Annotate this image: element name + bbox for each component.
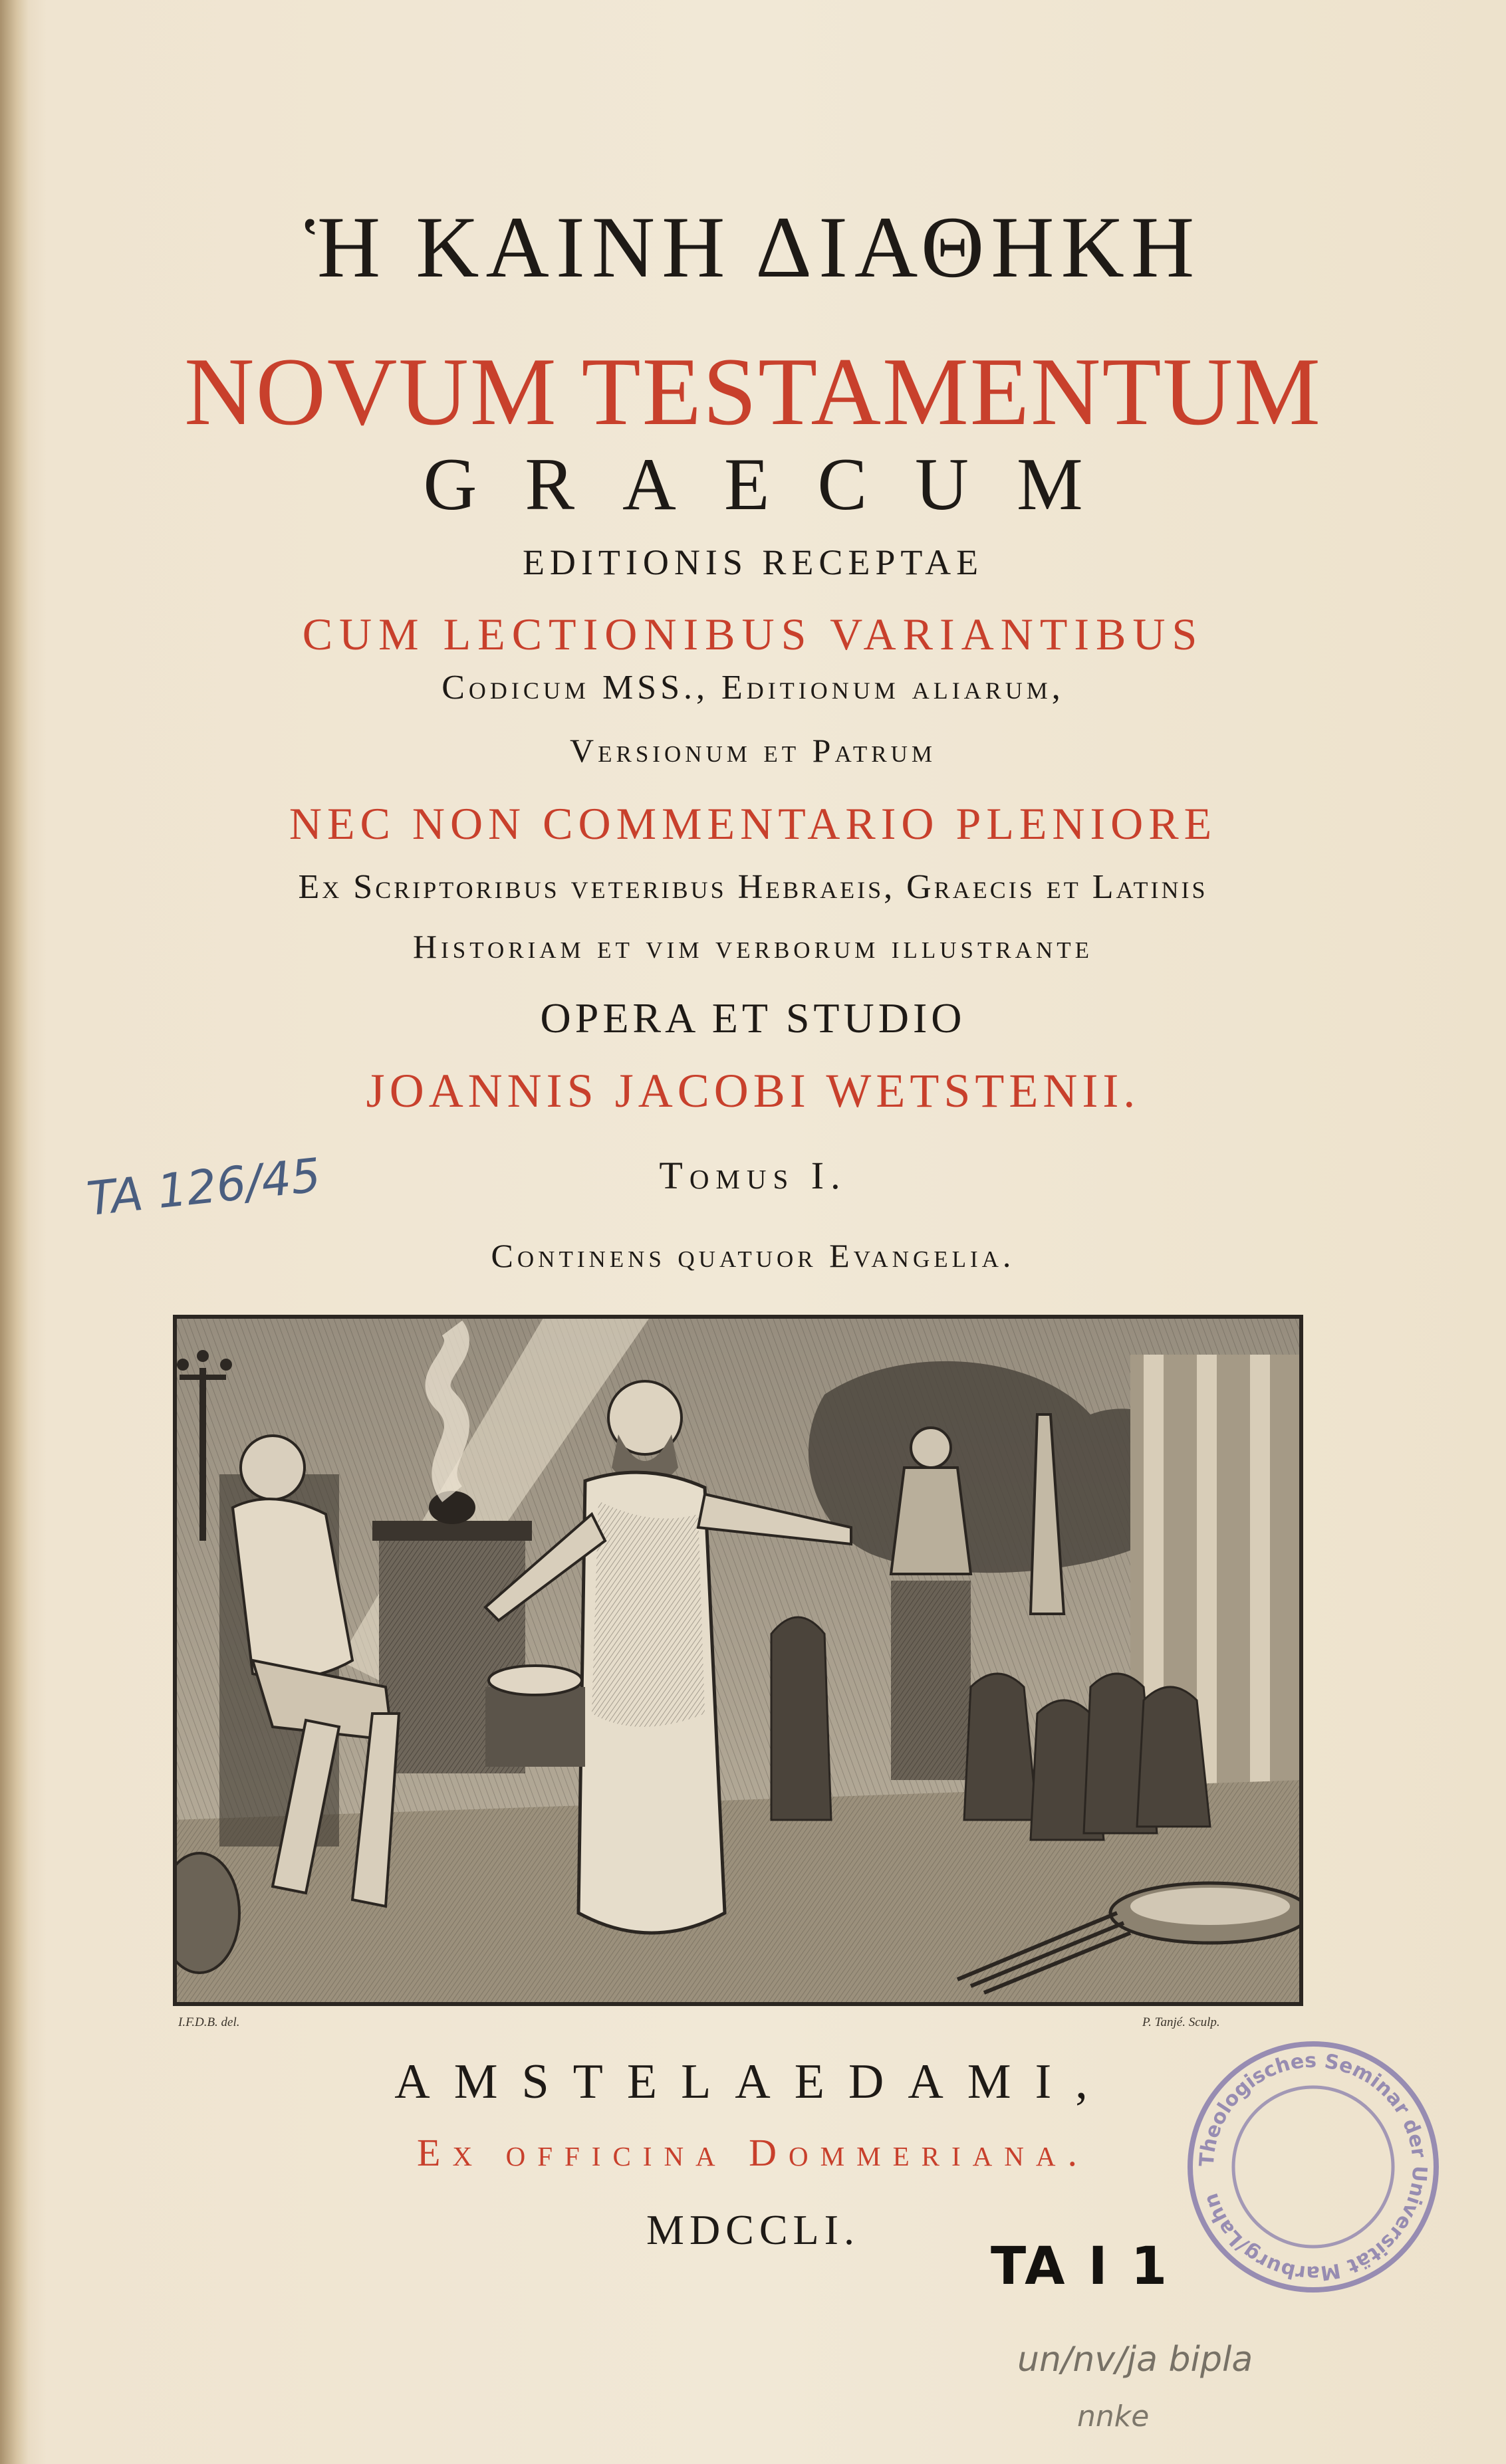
imprint-city: AMSTELAEDAMI,	[394, 2055, 1112, 2109]
vase	[173, 1853, 239, 1973]
codicum-line: Codicum MSS., Editionum aliarum,	[441, 669, 1065, 707]
opera-line: OPERA ET STUDIO	[540, 994, 966, 1042]
imprint-officina: Ex officina Dommeriana.	[417, 2131, 1089, 2174]
historiam-line: Historiam et vim verborum illustrante	[412, 928, 1093, 965]
imprint-year: MDCCLI.	[646, 2206, 860, 2253]
svg-text:Theologisches Seminar der Univ: Theologisches Seminar der Universität Marburg/Lahn	[1195, 2049, 1432, 2285]
greek-title: Ἡ ΚΑΙΝΗ ΔΙΑΘΗΚΗ	[305, 198, 1201, 296]
shelfmark-handwritten-bottom: TA I 1	[991, 2237, 1170, 2296]
table-with-scroll	[485, 1666, 585, 1767]
latin-title: NOVUM TESTAMENTUM	[184, 338, 1322, 445]
editionis-line: EDITIONIS RECEPTAE	[522, 542, 984, 582]
library-stamp-seal	[1180, 2034, 1446, 2300]
cum-lectionibus-line: CUM LECTIONIBUS VARIANTIBUS	[302, 609, 1204, 659]
engraver-credit-sculp: P. Tanjé. Sculp.	[1142, 2015, 1220, 2029]
library-stamp	[1180, 2034, 1446, 2300]
frontispiece-engraving	[173, 1315, 1303, 2006]
nec-non-line: NEC NON COMMENTARIO PLENIORE	[289, 798, 1217, 849]
continens-line: Continens quatuor Evangelia.	[491, 1237, 1015, 1274]
pencil-note-2: nnke	[1077, 2400, 1150, 2433]
engraver-credit-del: I.F.D.B. del.	[178, 2015, 240, 2029]
engraving-illustration	[173, 1315, 1303, 2006]
altar-smoke	[438, 1328, 457, 1494]
ex-scriptoribus-line: Ex Scriptoribus veteribus Hebraeis, Graecis et Latinis	[298, 868, 1208, 906]
shelfmark-handwritten-left: TA 126/45	[84, 1147, 324, 1227]
author-name: JOANNIS JACOBI WETSTENII.	[366, 1064, 1140, 1117]
pencil-note-1: un/nv/ja bipla	[1017, 2340, 1253, 2380]
versionum-line: Versionum et Patrum	[570, 732, 936, 769]
tomus-line: Tomus I.	[659, 1154, 847, 1197]
graecum-line: GRAECUM	[423, 443, 1131, 526]
